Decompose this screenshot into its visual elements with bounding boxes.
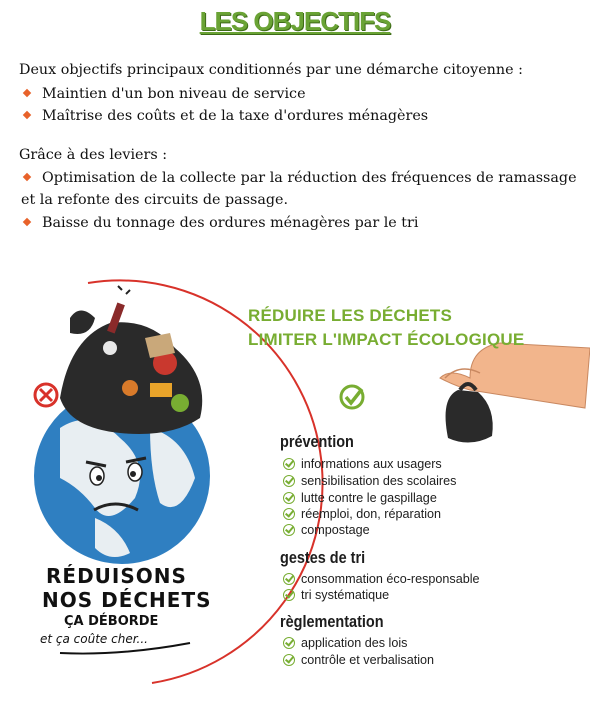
intro-text: Deux objectifs principaux conditionnés par une démarche citoyenne : — [19, 62, 523, 78]
lever-item — [24, 215, 418, 231]
diamond-bullet-icon — [23, 89, 31, 97]
check-icon — [283, 589, 295, 601]
slogan-line4: et ça coûte cher... — [40, 632, 148, 646]
lever-label: Optimisation de la collecte par la réduction des fréquences de ramassage — [42, 170, 577, 186]
list-item: tri systématique — [283, 587, 389, 602]
check-icon — [283, 492, 295, 504]
cross-icon — [35, 384, 57, 406]
lever-item — [24, 170, 577, 186]
slogan-line1: RÉDUISONS — [46, 564, 187, 588]
list-item: sensibilisation des scolaires — [283, 473, 456, 488]
infographic-headline: RÉDUIRE LES DÉCHETS — [248, 306, 453, 325]
objective-item — [24, 108, 428, 124]
category-gestes-de-tri: gestes de tri — [280, 548, 366, 567]
slogan-line3: ÇA DÉBORDE — [64, 614, 159, 629]
hand-holding-trash-bag-illustration — [440, 343, 590, 443]
check-icon — [341, 386, 363, 408]
page-title: LES OBJECTIFS — [199, 6, 391, 36]
objective-label: Maîtrise des coûts et de la taxe d'ordures ménagères — [42, 108, 429, 124]
infographic-subheadline: LIMITER L'IMPACT ÉCOLOGIQUE — [248, 330, 525, 349]
trash-pile-illustration — [60, 286, 202, 434]
lever-continuation: et la refonte des circuits de passage. — [21, 192, 289, 208]
check-icon — [283, 475, 295, 487]
check-icon — [283, 524, 295, 536]
list-item: réemploi, don, réparation — [283, 506, 441, 521]
list-item: consommation éco-responsable — [283, 571, 480, 586]
infographic — [0, 278, 590, 690]
list-item: informations aux usagers — [283, 456, 442, 471]
lever-label: Baisse du tonnage des ordures ménagères par le tri — [42, 215, 419, 231]
category-reglementation: règlementation — [280, 612, 384, 631]
check-icon — [283, 458, 295, 470]
check-icon — [283, 573, 295, 585]
category-prevention: prévention — [280, 432, 354, 451]
list-item: application des lois — [283, 635, 407, 650]
list-item: lutte contre le gaspillage — [283, 490, 437, 505]
levers-intro: Grâce à des leviers : — [19, 147, 168, 163]
objective-item — [24, 86, 306, 102]
list-item: compostage — [283, 522, 370, 537]
diamond-bullet-icon — [23, 173, 31, 181]
diamond-bullet-icon — [23, 218, 31, 226]
objective-label: Maintien d'un bon niveau de service — [42, 86, 306, 102]
check-icon — [283, 508, 295, 520]
check-icon — [283, 654, 295, 666]
check-icon — [283, 637, 295, 649]
diamond-bullet-icon — [23, 111, 31, 119]
slogan-line2: NOS DÉCHETS — [42, 588, 212, 612]
list-item: contrôle et verbalisation — [283, 652, 434, 667]
